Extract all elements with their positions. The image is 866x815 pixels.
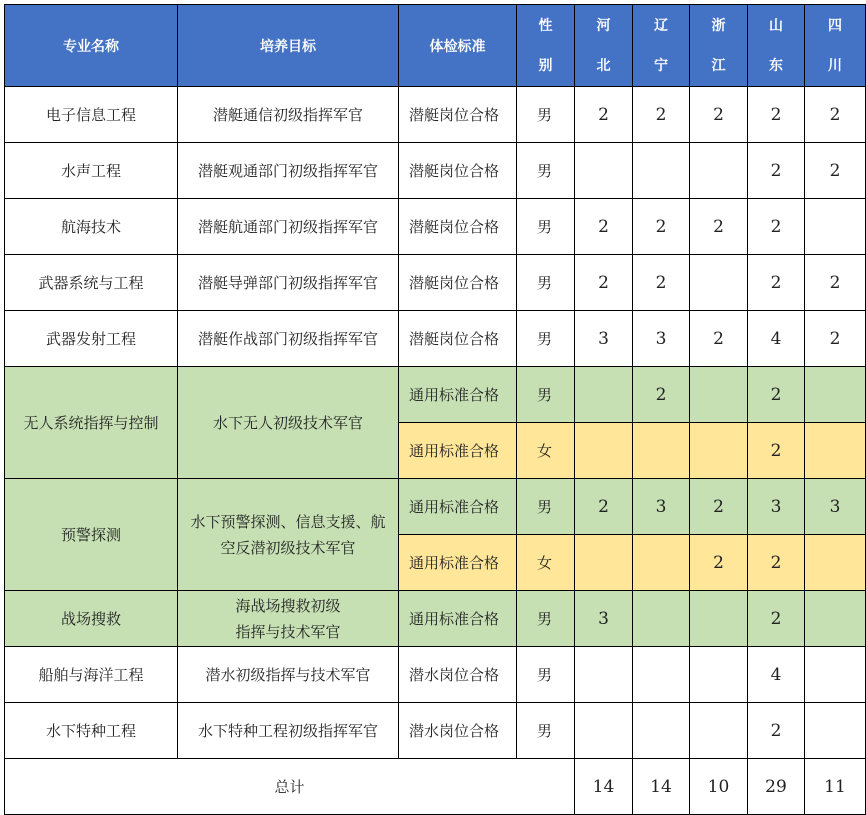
count-cell: 3 bbox=[575, 311, 633, 367]
header-province-hebei: 河 北 bbox=[575, 5, 633, 87]
count-cell bbox=[633, 591, 690, 647]
count-cell: 2 bbox=[748, 535, 805, 591]
gender-cell: 女 bbox=[517, 423, 575, 479]
standard-cell: 通用标准合格 bbox=[399, 591, 517, 647]
goal-line: 水下预警探测、信息支援、航 bbox=[190, 512, 386, 531]
count-cell: 2 bbox=[633, 199, 690, 255]
count-cell bbox=[805, 199, 866, 255]
count-cell bbox=[805, 703, 866, 759]
major-cell: 水下特种工程 bbox=[5, 703, 178, 759]
count-cell: 2 bbox=[748, 367, 805, 423]
major-cell: 船舶与海洋工程 bbox=[5, 647, 178, 703]
table-row bbox=[5, 255, 866, 311]
count-cell: 2 bbox=[690, 87, 748, 143]
goal-line: 海战场搜救初级 bbox=[235, 596, 341, 615]
count-cell: 2 bbox=[748, 591, 805, 647]
count-cell bbox=[805, 647, 866, 703]
count-cell bbox=[805, 367, 866, 423]
total-count-cell: 10 bbox=[690, 759, 748, 815]
standard-cell: 潜水岗位合格 bbox=[399, 703, 517, 759]
goal-cell: 潜艇作战部门初级指挥军官 bbox=[178, 311, 399, 367]
count-cell: 2 bbox=[690, 311, 748, 367]
goal-cell: 水下无人初级技术军官 bbox=[178, 367, 399, 479]
major-cell: 武器系统与工程 bbox=[5, 255, 178, 311]
goal-cell: 潜艇观通部门初级指挥军官 bbox=[178, 143, 399, 199]
total-row bbox=[5, 759, 866, 815]
gender-cell: 男 bbox=[517, 367, 575, 423]
standard-cell: 通用标准合格 bbox=[399, 423, 517, 479]
total-count-cell: 11 bbox=[805, 759, 866, 815]
standard-cell: 通用标准合格 bbox=[399, 479, 517, 535]
major-cell: 武器发射工程 bbox=[5, 311, 178, 367]
gender-cell: 男 bbox=[517, 143, 575, 199]
table-row bbox=[5, 647, 866, 703]
count-cell: 2 bbox=[748, 199, 805, 255]
count-cell: 2 bbox=[748, 423, 805, 479]
count-cell bbox=[575, 143, 633, 199]
count-cell bbox=[805, 535, 866, 591]
gender-cell: 男 bbox=[517, 199, 575, 255]
goal-cell bbox=[178, 591, 399, 647]
table-row bbox=[5, 143, 866, 199]
count-cell: 4 bbox=[748, 647, 805, 703]
count-cell bbox=[633, 423, 690, 479]
gender-cell: 男 bbox=[517, 311, 575, 367]
table-row bbox=[5, 591, 866, 647]
gender-cell: 男 bbox=[517, 647, 575, 703]
count-cell bbox=[575, 423, 633, 479]
count-cell bbox=[690, 143, 748, 199]
standard-cell: 潜艇岗位合格 bbox=[399, 87, 517, 143]
count-cell bbox=[690, 367, 748, 423]
major-cell: 电子信息工程 bbox=[5, 87, 178, 143]
header-standard: 体检标准 bbox=[399, 5, 517, 87]
count-cell bbox=[633, 143, 690, 199]
count-cell: 2 bbox=[748, 87, 805, 143]
count-cell: 2 bbox=[748, 255, 805, 311]
count-cell: 2 bbox=[748, 143, 805, 199]
header-province-zhejiang: 浙 江 bbox=[690, 5, 748, 87]
count-cell bbox=[633, 535, 690, 591]
count-cell: 3 bbox=[575, 591, 633, 647]
count-cell: 3 bbox=[633, 311, 690, 367]
count-cell: 2 bbox=[575, 479, 633, 535]
count-cell: 3 bbox=[633, 479, 690, 535]
count-cell bbox=[805, 591, 866, 647]
count-cell: 3 bbox=[805, 479, 866, 535]
total-count-cell: 29 bbox=[748, 759, 805, 815]
header-row bbox=[5, 5, 866, 87]
count-cell: 2 bbox=[805, 311, 866, 367]
major-cell: 预警探测 bbox=[5, 479, 178, 591]
count-cell bbox=[805, 423, 866, 479]
gender-cell: 男 bbox=[517, 591, 575, 647]
goal-line: 空反潜初级技术军官 bbox=[220, 538, 356, 557]
count-cell bbox=[690, 591, 748, 647]
count-cell: 2 bbox=[575, 87, 633, 143]
table-row bbox=[5, 199, 866, 255]
table-row bbox=[5, 703, 866, 759]
count-cell bbox=[575, 367, 633, 423]
count-cell bbox=[575, 703, 633, 759]
table-row bbox=[5, 311, 866, 367]
total-count-cell: 14 bbox=[575, 759, 633, 815]
gender-cell: 男 bbox=[517, 87, 575, 143]
count-cell bbox=[690, 423, 748, 479]
header-goal: 培养目标 bbox=[178, 5, 399, 87]
count-cell bbox=[633, 703, 690, 759]
standard-cell: 潜艇岗位合格 bbox=[399, 143, 517, 199]
count-cell: 2 bbox=[633, 87, 690, 143]
table-row bbox=[5, 367, 866, 423]
count-cell bbox=[690, 703, 748, 759]
header-province-sichuan: 四 川 bbox=[805, 5, 866, 87]
standard-cell: 通用标准合格 bbox=[399, 535, 517, 591]
count-cell: 2 bbox=[805, 255, 866, 311]
gender-cell: 男 bbox=[517, 255, 575, 311]
count-cell: 2 bbox=[690, 479, 748, 535]
count-cell: 2 bbox=[633, 367, 690, 423]
goal-cell: 水下特种工程初级指挥军官 bbox=[178, 703, 399, 759]
count-cell bbox=[633, 647, 690, 703]
goal-cell bbox=[178, 479, 399, 591]
count-cell: 2 bbox=[575, 199, 633, 255]
count-cell: 4 bbox=[748, 311, 805, 367]
count-cell: 2 bbox=[575, 255, 633, 311]
count-cell bbox=[575, 647, 633, 703]
goal-cell: 潜艇导弹部门初级指挥军官 bbox=[178, 255, 399, 311]
major-cell: 战场搜救 bbox=[5, 591, 178, 647]
total-label: 总计 bbox=[5, 759, 575, 815]
major-cell: 无人系统指挥与控制 bbox=[5, 367, 178, 479]
count-cell: 2 bbox=[690, 199, 748, 255]
goal-line: 指挥与技术军官 bbox=[235, 622, 341, 641]
total-count-cell: 14 bbox=[633, 759, 690, 815]
gender-cell: 女 bbox=[517, 535, 575, 591]
table-row bbox=[5, 479, 866, 535]
standard-cell: 通用标准合格 bbox=[399, 367, 517, 423]
count-cell: 2 bbox=[633, 255, 690, 311]
header-province-liaoning: 辽 宁 bbox=[633, 5, 690, 87]
count-cell bbox=[690, 647, 748, 703]
header-gender: 性 别 bbox=[517, 5, 575, 87]
goal-cell: 潜艇通信初级指挥军官 bbox=[178, 87, 399, 143]
standard-cell: 潜艇岗位合格 bbox=[399, 255, 517, 311]
standard-cell: 潜艇岗位合格 bbox=[399, 311, 517, 367]
count-cell bbox=[690, 255, 748, 311]
standard-cell: 潜艇岗位合格 bbox=[399, 199, 517, 255]
header-province-shandong: 山 东 bbox=[748, 5, 805, 87]
count-cell: 2 bbox=[690, 535, 748, 591]
count-cell: 2 bbox=[805, 143, 866, 199]
count-cell: 3 bbox=[748, 479, 805, 535]
goal-cell: 潜艇航通部门初级指挥军官 bbox=[178, 199, 399, 255]
major-cell: 水声工程 bbox=[5, 143, 178, 199]
major-cell: 航海技术 bbox=[5, 199, 178, 255]
goal-cell: 潜水初级指挥与技术军官 bbox=[178, 647, 399, 703]
count-cell: 2 bbox=[748, 703, 805, 759]
table-row bbox=[5, 87, 866, 143]
header-major: 专业名称 bbox=[5, 5, 178, 87]
gender-cell: 男 bbox=[517, 703, 575, 759]
gender-cell: 男 bbox=[517, 479, 575, 535]
count-cell: 2 bbox=[805, 87, 866, 143]
standard-cell: 潜水岗位合格 bbox=[399, 647, 517, 703]
quota-table bbox=[4, 4, 866, 815]
count-cell bbox=[575, 535, 633, 591]
